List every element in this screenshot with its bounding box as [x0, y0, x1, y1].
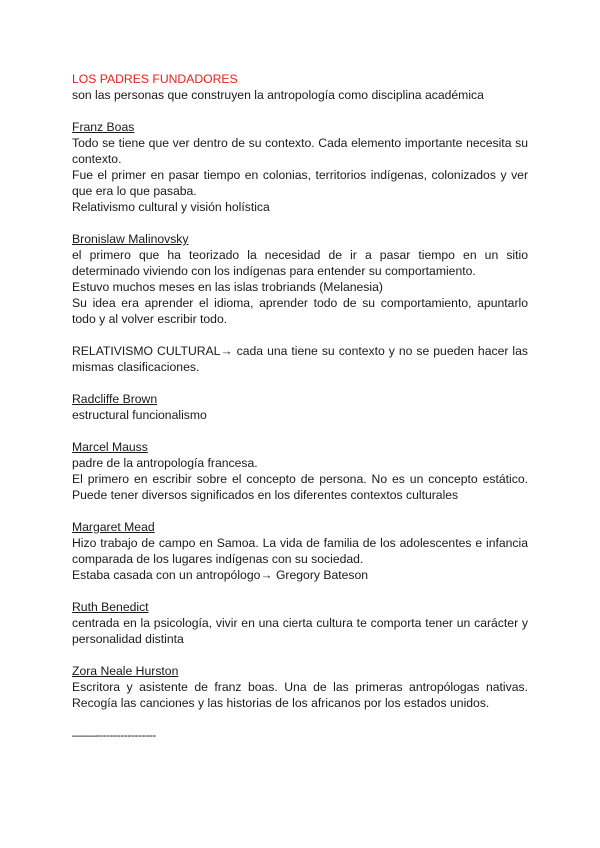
section-relativismo-cultural — [72, 343, 528, 375]
paragraph: Escritora y asistente de franz boas. Una de las primeras antropólogas nativas. Recogía las canciones y las historias de los africanos por los estados unidos. — [72, 680, 528, 710]
section-heading: Margaret Mead — [72, 520, 155, 534]
spacer — [72, 215, 528, 231]
paragraph: Hizo trabajo de campo en Samoa. La vida de familia de los adolescentes e infancia comparada de los lugares indígenas con su sociedad. — [72, 536, 528, 566]
spacer — [72, 327, 528, 343]
paragraph: estructural funcionalismo — [72, 408, 207, 422]
document-title: LOS PADRES FUNDADORES — [72, 72, 238, 86]
section-heading: Franz Boas — [72, 120, 135, 134]
paragraph: padre de la antropología francesa. — [72, 456, 258, 470]
paragraph: RELATIVISMO CULTURAL→ cada una tiene su contexto y no se pueden hacer las mismas clasificaciones. — [72, 344, 528, 374]
footer-rule: ——----------------- — [72, 728, 156, 742]
section-heading: Zora Neale Hurston — [72, 664, 179, 678]
spacer — [72, 503, 528, 519]
spacer — [72, 711, 528, 727]
section-franz-boas — [72, 119, 528, 215]
section-bronislaw-malinovsky — [72, 231, 528, 327]
paragraph: Estuvo muchos meses en las islas trobriands (Melanesia) — [72, 280, 383, 294]
document-page — [72, 71, 528, 743]
section-ruth-benedict — [72, 599, 528, 647]
paragraph: Relativismo cultural y visión holística — [72, 200, 270, 214]
spacer — [72, 583, 528, 599]
spacer — [72, 103, 528, 119]
paragraph: Fue el primer en pasar tiempo en colonias, territorios indígenas, colonizados y ver que era lo que pasaba. — [72, 168, 528, 198]
paragraph: Estaba casada con un antropólogo→ Gregory Bateson — [72, 568, 369, 582]
paragraph: el primero que ha teorizado la necesidad de ir a pasar tiempo en un sitio determinado viviendo con los indígenas para entender su comportamiento. — [72, 248, 528, 278]
section-heading: Radcliffe Brown — [72, 392, 158, 406]
spacer — [72, 647, 528, 663]
section-marcel-mauss — [72, 439, 528, 503]
paragraph: Su idea era aprender el idioma, aprender todo de su comportamiento, apuntarlo todo y al volver escribir todo. — [72, 296, 528, 326]
section-heading: Bronislaw Malinovsky — [72, 232, 189, 246]
spacer — [72, 423, 528, 439]
section-zora-neale-hurston — [72, 663, 528, 711]
section-margaret-mead — [72, 519, 528, 583]
paragraph: centrada en la psicología, vivir en una cierta cultura te comporta tener un carácter y personalidad distinta — [72, 616, 528, 646]
section-heading: Marcel Mauss — [72, 440, 148, 454]
paragraph: El primero en escribir sobre el concepto de persona. No es un concepto estático. Puede tener diversos significados en los diferentes contextos culturales — [72, 472, 528, 502]
intro-text: son las personas que construyen la antropología como disciplina académica — [72, 88, 484, 102]
section-radcliffe-brown — [72, 391, 528, 423]
section-heading: Ruth Benedict — [72, 600, 149, 614]
spacer — [72, 375, 528, 391]
paragraph: Todo se tiene que ver dentro de su contexto. Cada elemento importante necesita su contexto. — [72, 136, 528, 166]
